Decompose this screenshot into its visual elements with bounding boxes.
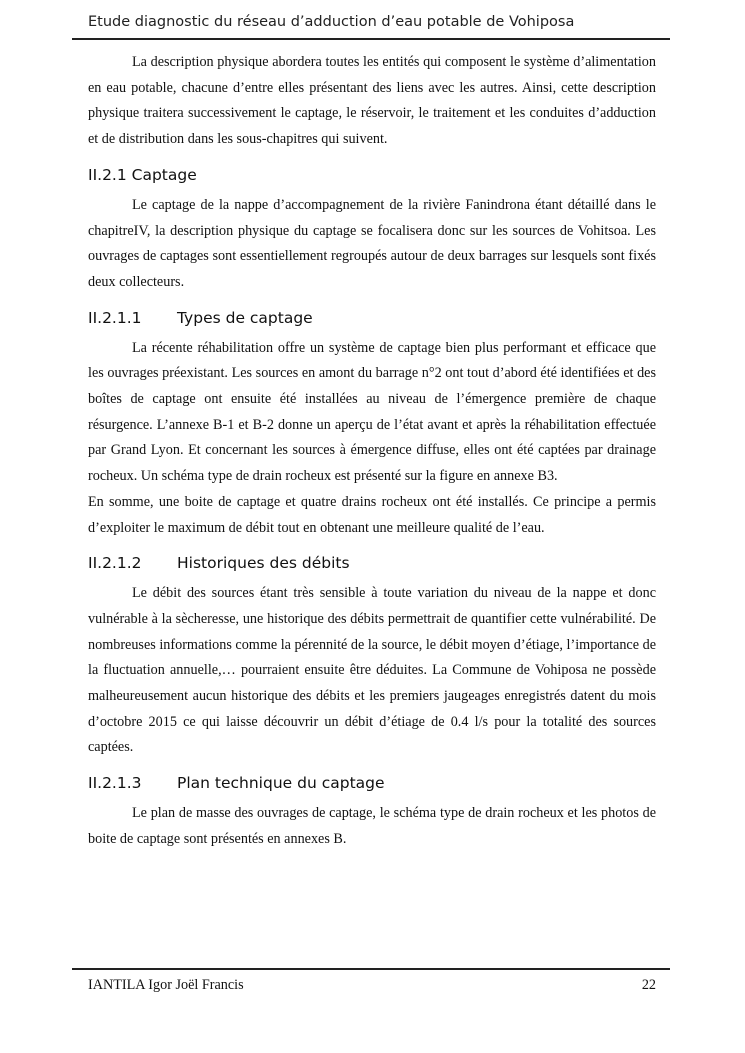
running-header: Etude diagnostic du réseau d’adduction d’eau potable de Vohiposa bbox=[88, 14, 575, 30]
section-number: II.2.1.2 bbox=[88, 554, 142, 573]
section-title: Plan technique du captage bbox=[177, 774, 385, 793]
page-number: 22 bbox=[641, 977, 656, 993]
section-number: II.2.1.1 bbox=[88, 308, 142, 327]
section-heading-historiques-des-debits bbox=[88, 554, 656, 572]
section-heading-plan-technique bbox=[88, 774, 656, 792]
types-paragraph-2: En somme, une boite de captage et quatre drains rocheux ont été installés. Ce principe a permis d’exploiter le maximum de débit tout en obtenant une meilleure qualité de l’eau. bbox=[88, 493, 656, 536]
page-body bbox=[88, 50, 656, 853]
types-paragraph-1: La récente réhabilitation offre un système de captage bien plus performant et efficace que les ouvrages préexistant. Les sources en amont du barrage n°2 ont tout d’abord été identifiées et des boîtes de captage ont ensuite été installées au niveau de l’émergence première de chaque résurgence. L’annexe B-1 et B-2 donne un aperçu de l’état avant et après la réhabilitation effectuée par Grand Lyon. Et concernant les sources à émergence diffuse, elles ont été captées par drainage rocheux. Un schéma type de drain rocheux est présenté sur la figure en annexe B3. bbox=[88, 339, 656, 485]
section-number: II.2.1.3 bbox=[88, 774, 142, 793]
section-title: Historiques des débits bbox=[177, 554, 350, 573]
header-divider bbox=[72, 38, 670, 40]
historiques-paragraph: Le débit des sources étant très sensible à toute variation du niveau de la nappe et donc vulnérable à la sècheresse, une historique des débits permettrait de quantifier cette vulnérabilité. De nombreuses informations comme la pérennité de la source, le débit moyen d’étiage, l’importance de la fluctuation annuelle,… pourraient ensuite être déduites. La Commune de Vohiposa ne possède malheureusement aucun historique des débits et les premiers jaugeages enregistrés datent du mois d’octobre 2015 ce qui laisse découvrir un débit d’étiage de 0.4 l/s pour la totalité des sources captées. bbox=[88, 585, 656, 756]
intro-paragraph: La description physique abordera toutes les entités qui composent le système d’alimentation en eau potable, chacune d’entre elles présentant des liens avec les autres. Ainsi, cette description physique traitera successivement le captage, le réservoir, le traitement et les conduites d’adduction et de distribution dans les sous-chapitres qui suivent. bbox=[88, 54, 656, 148]
plan-technique-paragraph: Le plan de masse des ouvrages de captage, le schéma type de drain rocheux et les photos de boite de captage sont présentés en annexes B. bbox=[88, 805, 656, 847]
footer-divider bbox=[72, 968, 670, 970]
captage-paragraph: Le captage de la nappe d’accompagnement de la rivière Fanindrona étant détaillé dans le chapitreIV, la description physique du captage se focalisera donc sur les sources de Vohitsoa. Les ouvrages de captages sont essentiellement regroupés autour de deux barrages sur lesquels sont fixés deux collecteurs. bbox=[88, 196, 656, 290]
section-heading-types-de-captage bbox=[88, 309, 656, 327]
section-heading-captage: II.2.1 Captage bbox=[88, 165, 197, 184]
footer-author: IANTILA Igor Joël Francis bbox=[88, 977, 244, 993]
section-title: Types de captage bbox=[177, 308, 313, 327]
